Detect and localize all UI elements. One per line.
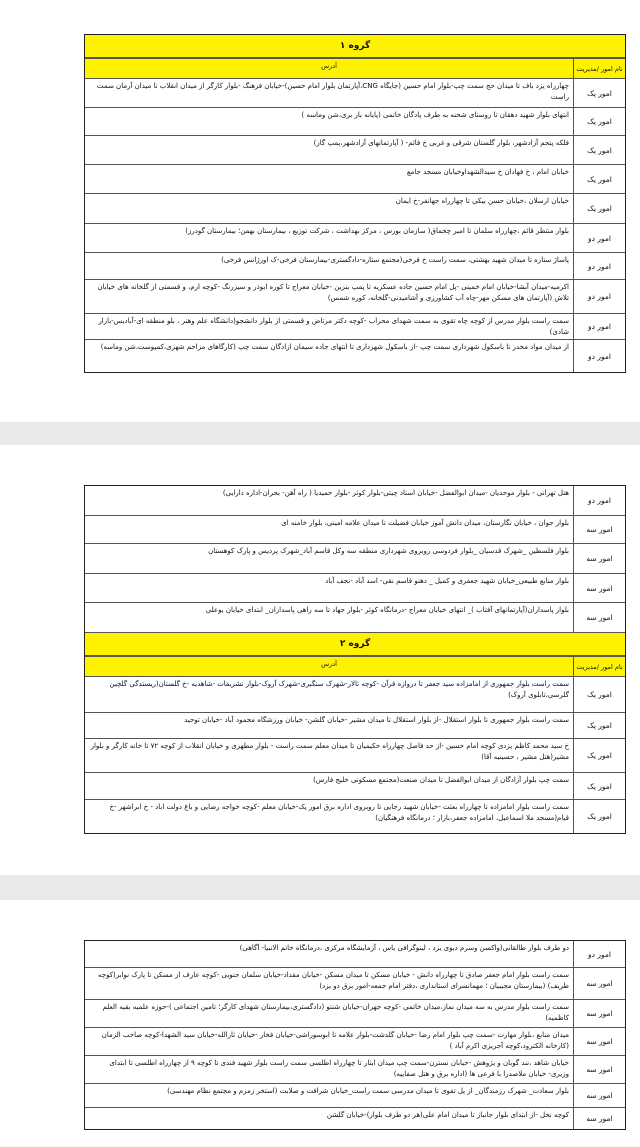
header-address: آدرس <box>321 62 337 70</box>
row-unit: امور سه <box>573 516 625 543</box>
row-unit: امور یک <box>573 194 625 223</box>
row-unit: امور یک <box>573 79 625 107</box>
row-unit: امور سه <box>573 1000 625 1027</box>
row-address: بلوار منابع طبیعی_خیابان شهید جعفری و کمیل _ دهنو قاسم نقی- اسد آباد -نجف آباد <box>325 577 569 585</box>
table-row <box>85 799 625 833</box>
table-header <box>85 656 625 676</box>
row-address: سمت راست بلوار مدرس به سه میدان نماز،میدان خاتمی -کوچه جهران-خیابان شنتو (دادگستری،بیمارستان شهدای کارگر؛ تامین اجتماعی )-حوزه علمیه بقیه العلم کاظمیه) <box>102 1003 569 1022</box>
row-unit: امور سه <box>573 574 625 602</box>
row-address: پاساژ ستاره تا میدان شهید بهشتی، سمت راست خ فرخی(مجتمع ستاره-دادگستری-بیمارستان فرخی-ک اورژانس فرخی) <box>221 256 569 264</box>
row-unit: امور سه <box>573 603 625 632</box>
table-row <box>85 164 625 193</box>
row-unit: امور دو <box>573 224 625 252</box>
table-row <box>85 339 625 372</box>
table-row <box>85 135 625 164</box>
row-address: سمت راست بلوار جمهوری تا بلوار استقلال -از بلوار استقلال تا میدان مشیر -خیابان گلشن- خیابان ورزشگاه محمود آباد -خیابان توحید <box>184 716 569 724</box>
row-address: سمت راست بلوار امام جعفر صادق تا چهارراه دانش - خیابان مسکن تا میدان مسکن -خیابان مقداد-خیابان سلمان جنوبی -کوچه عارف از مسکن تا پارک نوابر(کوچه ظریف) (بیمارستان مجیبیان ؛ مهمانسرای استانداری ،دفتر امام جمعه-امور برق دو یزد) <box>98 971 569 990</box>
table-row <box>85 223 625 252</box>
row-unit: امور یک <box>573 136 625 164</box>
row-address: کوچه نخل -از ابتدای بلوار جانباز تا میدان امام علی(هر دو طرف بلوار)-خیابان گلشن <box>326 1111 569 1119</box>
row-address: خیابان شاهد ،نند گوبان و پژوهش -خیابان نسترن-سمت چپ میدان ایثار تا چهارراه اطلسی سمت راست بلوار شهید فندی تا کوچه ۹ از چهارراه اطلسی تا ابتدای وزیری- خیابان ملاصدرا با فرعی ها (اداره برق و هتل صفاییه) <box>109 1059 569 1078</box>
row-unit: امور سه <box>573 1108 625 1129</box>
table-row <box>85 676 625 712</box>
group-title: گروه ۲ <box>85 632 625 656</box>
row-unit: امور یک <box>573 165 625 193</box>
page-2-top-table <box>84 485 626 834</box>
table-row <box>85 252 625 279</box>
row-address: سمت چپ بلوار آزادگان از میدان ابوالفضل تا میدان صنعت(مجتمع مسکونی خلیج فارس) <box>313 776 569 784</box>
document-page-2 <box>0 445 640 875</box>
row-address: از میدان مواد مخدر تا باسکول شهرداری سمت چپ -از باسکول شهرداری تا انتهای جاده سیمان ازادگان سمت چپ (کارگاهای مزاحم شهری،کمپوست،شن وماسه) <box>100 343 569 351</box>
row-unit: امور یک <box>573 108 625 135</box>
table-row <box>85 941 625 967</box>
row-address: اکرمیه-میدان آبشا-خیابان امام خمینی -پل امام حسین جاده عسکریه تا پمپ بنزین -خیابان معراج تا کوره ابوذر و سیزرنگ -کوچه ارم، و قسمتی از گلخانه های خیابان تلاش (آپارتمان های مسکن مهر-چاه آب کشاورزی و آشامیدنی-گلخانه، کوره شمس) <box>97 283 569 302</box>
table-row <box>85 772 625 799</box>
header-unit: نام امور /مدیریت <box>573 657 625 676</box>
document-page-3 <box>0 900 640 1147</box>
row-address: دو طرف بلوار طالقانی(واکسن وسرم دیوی یزد ، لینوگرافی باس ، آزمایشگاه مرکزی ،درمانگاه خاتم الانبیا- آگاهی) <box>239 944 569 952</box>
table-row <box>85 738 625 772</box>
group-1-table <box>84 34 626 373</box>
table-row <box>85 313 625 339</box>
row-unit: امور دو <box>573 314 625 339</box>
table-row <box>85 543 625 573</box>
row-address: بلوار جوان ، خیابان نگارستان، میدان دانش آموز خیابان فضیلت تا میدان علامه امینی، بلوار خامنه ای <box>281 519 569 527</box>
row-unit: امور یک <box>573 739 625 772</box>
row-address: بلوار منتظر قائم ،چهارراه سلمان تا امیر چخماق( سازمان بورس ، مرکز بهداشت ، شرکت توزیع ، بیمارستان بهمن؛ بیمارستان گودرز) <box>185 227 569 235</box>
row-address: سمت راست بلوار امامزاده تا چهارراه بعثت -خیابان شهید رجایی تا روبروی اداره برق امور یک-خیابان معلم -کوچه خواجه رضایی و باغ دولت اباد - خ ابراشهر -خ قیام(مسجد ملا اسماعیل، امامزاده جعفر،بازار ؛ درمانگاه فرهنگیان) <box>109 803 569 822</box>
document-page-1 <box>0 0 640 422</box>
row-address: بلوار فلسطین _شهرک قدسیان _بلوار فردوسی روبروی شهرداری منطقه سه وکل قاسم آباد_شهرک پردیس و پارک کوهستان <box>208 547 569 555</box>
group-title: گروه ۱ <box>85 35 625 58</box>
row-address: چهارراه یزد باف تا میدان حج سمت چپ-بلوار امام حسین (جایگاه CNG،آپارتمان بلوار امام حسین)-خیابان فرهنگ -بلوار کارگر از میدان انقلاب تا میدان آرمان سمت راست <box>97 82 569 101</box>
row-address: فلکه پنجم آزادشهر، بلوار گلستان شرقی و غربی خ قائم- ( آپارتمانهای آزادشهر،پمپ گاز) <box>313 139 569 147</box>
row-unit: امور سه <box>573 968 625 999</box>
row-address: خیابان امام ، خ فهادان خ سیدالشهداوخیابان مسجد جامع <box>406 168 569 176</box>
row-address: هتل تهرانی - بلوار موحدیان -میدان ابوالفضل -خیابان استاد چیتی-بلوار کوثر -بلوار حمیدیا ( راه آهن- بحران-اداره دارایی) <box>222 489 569 497</box>
row-address: بلوار پاسداران(آپارتمانهای آفتاب )_ انتهای خیابان معراج -درمانگاه کوثر -بلوار جهاد تا سه راهی پاسداران_ ابتدای خیابان یوعلی <box>205 606 569 614</box>
table-row <box>85 967 625 999</box>
table-row <box>85 712 625 738</box>
table-row <box>85 602 625 632</box>
row-unit: امور دو <box>573 340 625 372</box>
row-address: بلوار سعادت_ شهرک رزمندگان_ از پل تقوی تا میدان مدرسی سمت راست_خیابان شرافت و صلابت (استخر زمزم و مجتمع نظام مهندسی) <box>167 1087 569 1095</box>
row-unit: امور دو <box>573 253 625 279</box>
table-row <box>85 515 625 543</box>
table-row <box>85 1055 625 1083</box>
row-unit: امور سه <box>573 1056 625 1083</box>
table-row <box>85 999 625 1027</box>
table-row <box>85 193 625 223</box>
row-unit: امور دو <box>573 280 625 313</box>
table-row <box>85 573 625 602</box>
row-address: میدان منابع ،بلوار مهارت -سمت چپ بلوار امام رضا -خیابان گلدشت-بلوار علامه تا ابوسوراشی-خیابان فخار -خیابان ثارالله-خیابان سید الشهدا-کوچه صاحب الزمان (کارخانه الکترود،کوچه آجریزی اکرم آباد ) <box>101 1031 569 1050</box>
row-address: سمت راست بلوار مدرس از کوچه چاه تقوی به سمت شهدای محراب -کوچه دکتر مرتاض و قسمتی از بلوار دانشجو(دانشگاه علم وهنر ، بلو منطقه ای-آبادیس-بازار شادی) <box>98 317 569 336</box>
table-row <box>85 1107 625 1129</box>
row-unit: امور دو <box>573 486 625 515</box>
row-unit: امور سه <box>573 544 625 573</box>
row-address: خیابان ارسلان ،خیابان حسن بیکی تا چهارراه جهانفر-خ ایمان <box>395 197 569 205</box>
table-row <box>85 1027 625 1055</box>
row-unit: امور سه <box>573 1084 625 1107</box>
table-row <box>85 78 625 107</box>
table-row <box>85 107 625 135</box>
row-unit: امور یک <box>573 773 625 799</box>
table-row <box>85 486 625 515</box>
row-unit: امور یک <box>573 800 625 833</box>
row-address: سمت راست بلوار جمهوری از امامزاده سید جعفر تا دروازه قرآن -کوچه تالار-شهرک سنگبری-شهرک آروک-بلوار تشریفات -شاهدیه -خ گلستان(ریستدگی گلچین گلرسی،تابلوی آروک) <box>109 680 569 699</box>
row-unit: امور دو <box>573 941 625 967</box>
table-header <box>85 58 625 78</box>
table-row <box>85 279 625 313</box>
header-address: آدرس <box>321 660 337 668</box>
row-address: خ سید محمد کاظم یزدی کوچه امام حسین -از حد فاصل چهارراه حکیمیان تا میدان معلم سمت راست - بلوار مطهری و خیابان انقلاب از کوچه ۷۲ تا خانه کارگر و بلوار مشیر(هتل مشیر ، حسینیه آقا) <box>90 742 569 761</box>
row-unit: امور یک <box>573 677 625 712</box>
row-address: انتهای بلوار شهید دهقان تا روستای شحنه به طرف پادگان خاتمی (پایانه بار بری،شن وماسه ) <box>301 111 569 119</box>
header-unit: نام امور /مدیریت <box>573 59 625 78</box>
table-row <box>85 1083 625 1107</box>
row-unit: امور سه <box>573 1028 625 1055</box>
row-unit: امور یک <box>573 713 625 738</box>
page-3-table <box>84 940 626 1130</box>
